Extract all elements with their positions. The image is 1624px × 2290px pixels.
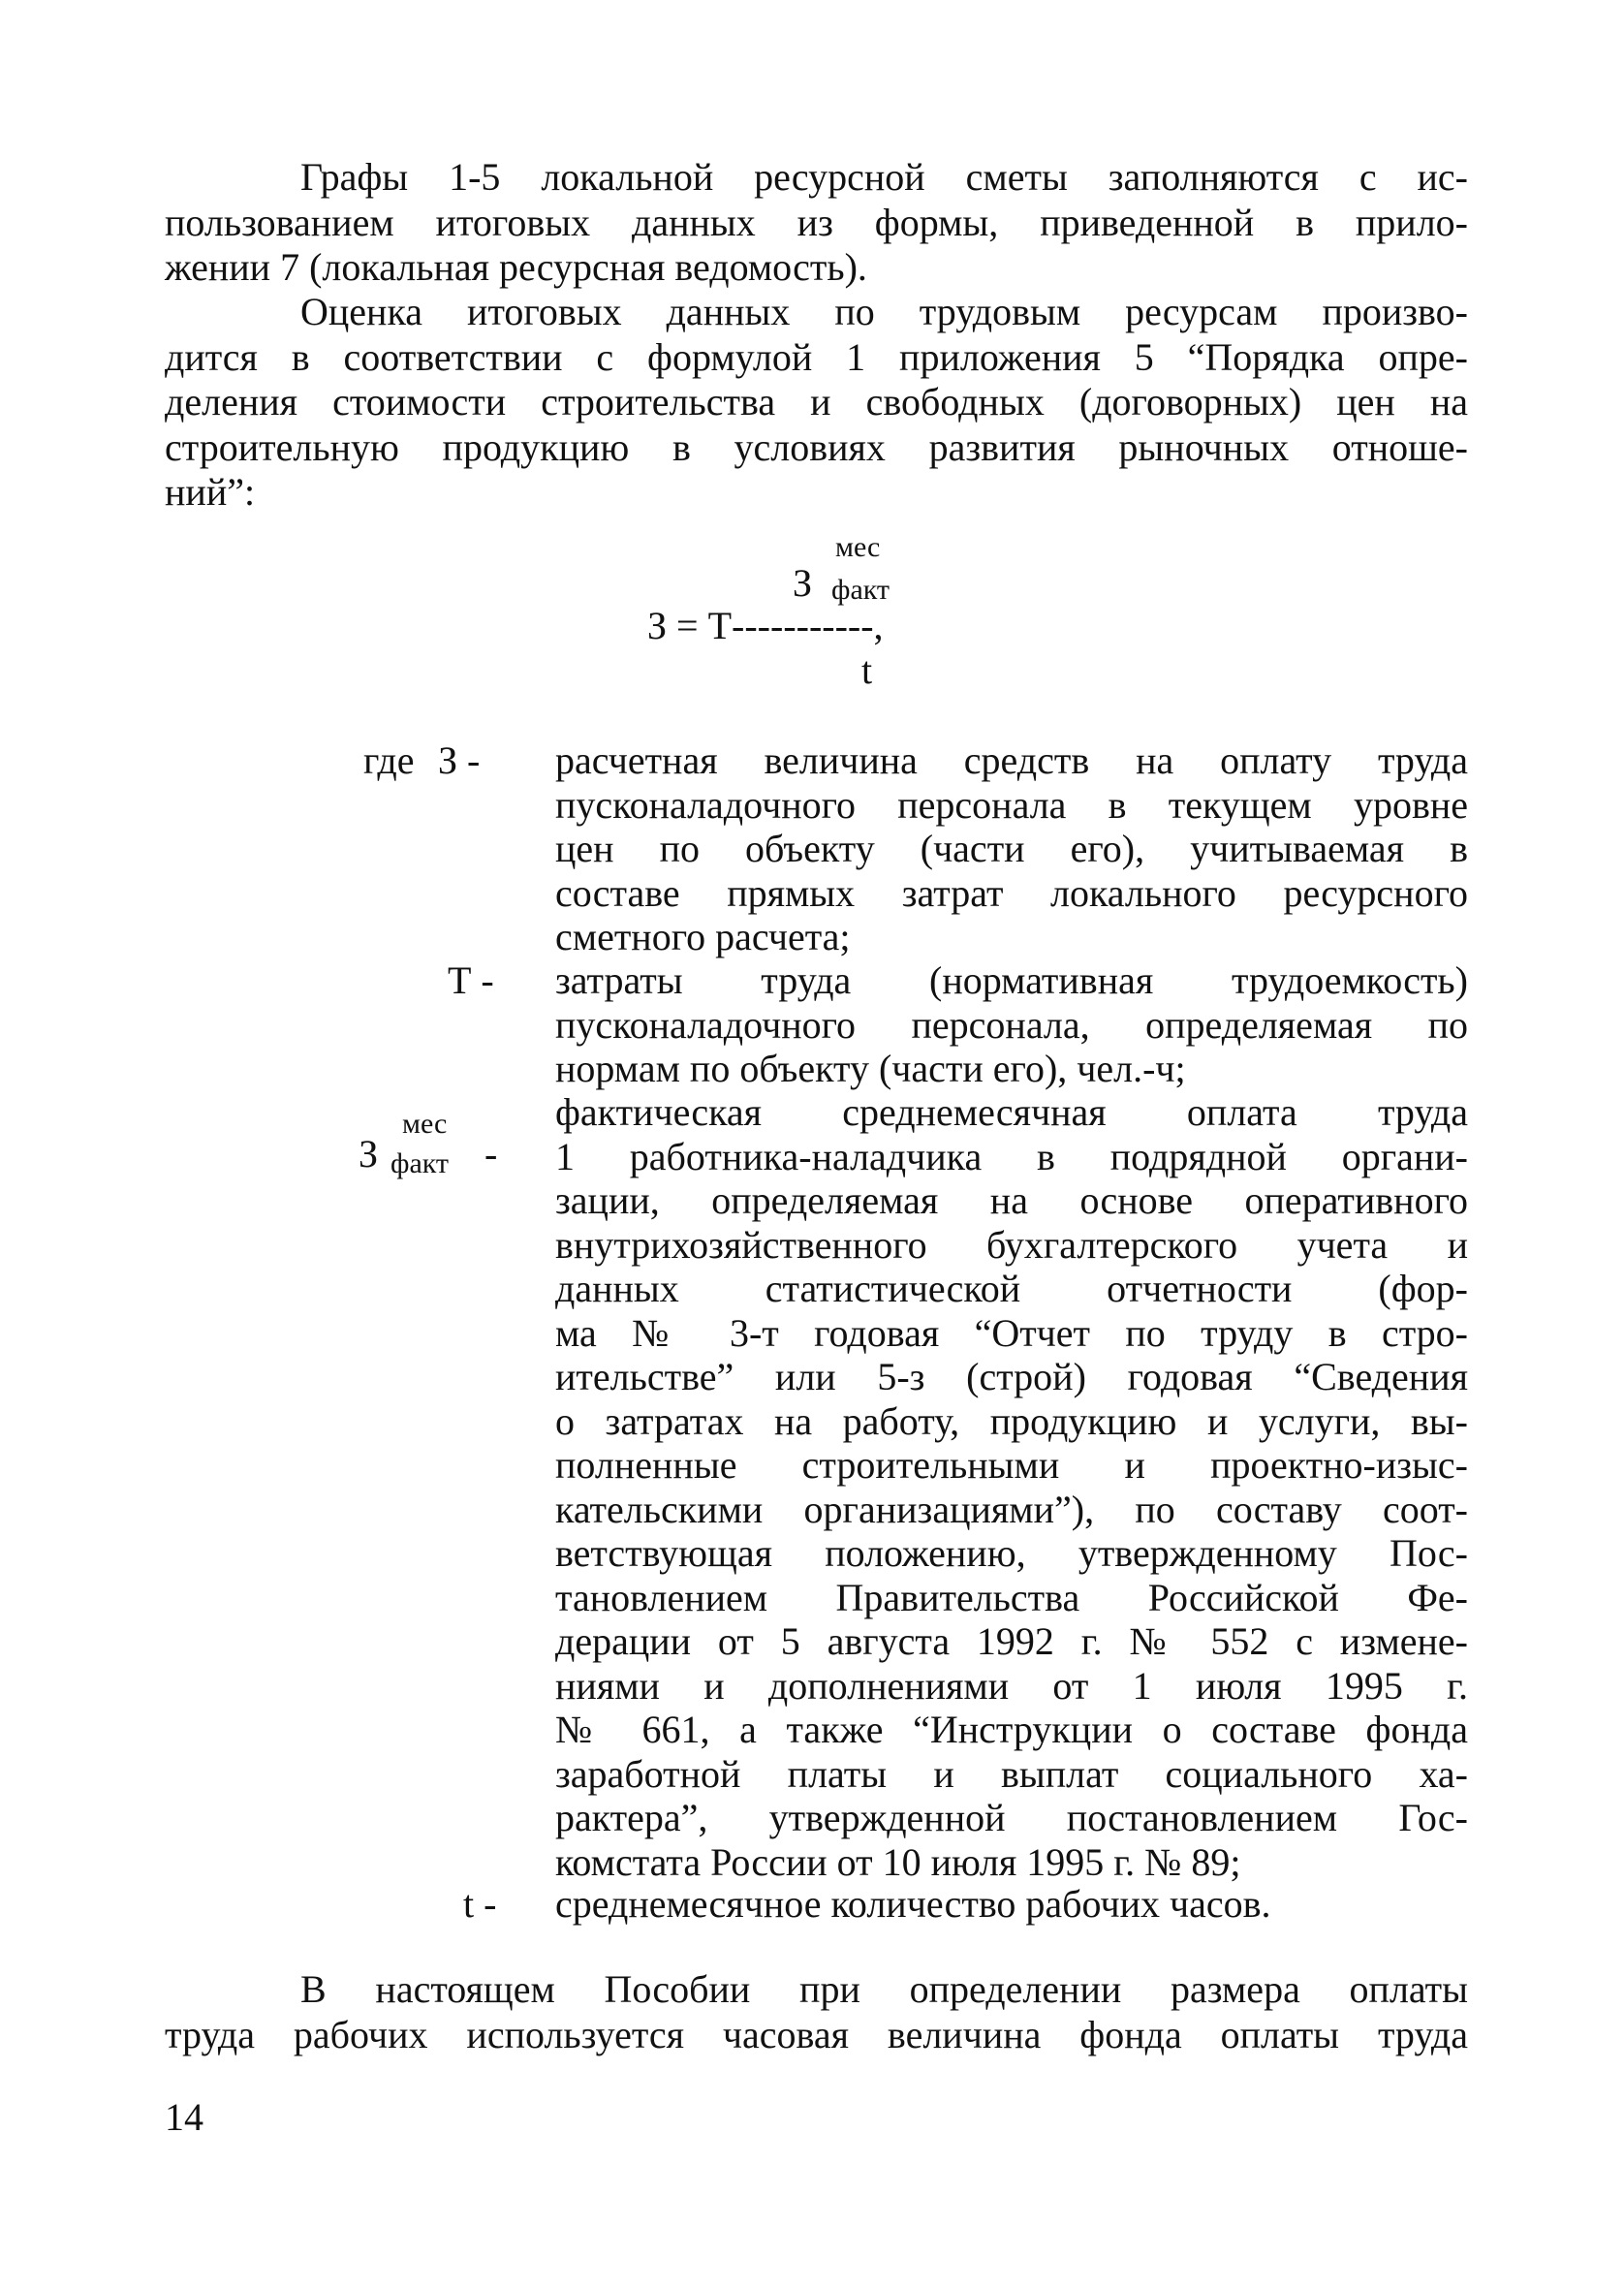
definition-term: З - <box>438 738 481 782</box>
text-line: пользованием итоговых данных из формы, приведенной в прило- <box>165 200 1468 244</box>
text-line: деления стоимости строительства и свободных (договорных) цен на <box>165 380 1468 423</box>
definition-body <box>555 1882 1468 1927</box>
definition-body <box>555 958 1468 1091</box>
formula-numerator-symbol: З <box>793 561 813 605</box>
text-line: ветствующая положению, утвержденному Пос- <box>555 1531 1468 1575</box>
definition-prefix: где <box>363 738 415 782</box>
definition-term: Т - <box>448 958 494 1002</box>
definition-term-subscript: факт <box>390 1147 450 1179</box>
text-line: дится в соответствии с формулой 1 приложения 5 “Порядка опре- <box>165 334 1468 379</box>
text-line: рактера”, утвержденной постановлением Гос- <box>555 1796 1468 1839</box>
formula-main-line: З = Т-----------, <box>647 604 884 647</box>
text-line: среднемесячное количество рабочих часов. <box>555 1882 1271 1926</box>
page-number: 14 <box>165 2095 203 2139</box>
text-line: расчетная величина средств на оплату труда <box>555 738 1468 782</box>
text-line: цен по объекту (части его), учитываемая в <box>555 827 1468 870</box>
text-line: внутрихозяйственного бухгалтерского учета и <box>555 1222 1468 1267</box>
paragraph-2 <box>165 290 1468 516</box>
paragraph-1 <box>165 155 1468 291</box>
text-line: тановлением Правительства Российской Фе- <box>555 1575 1468 1619</box>
definition-term-dash: - <box>484 1132 498 1176</box>
definition-term-symbol: З <box>359 1132 379 1176</box>
text-line: пусконаладочного персонала, определяемая по <box>555 1002 1468 1047</box>
text-line: жении 7 (локальная ресурсная ведомость). <box>165 245 867 289</box>
formula-denominator: t <box>861 648 873 692</box>
text-line: сметного расчета; <box>555 915 851 958</box>
text-line: составе прямых затрат локального ресурсного <box>555 870 1468 915</box>
paragraph-3 <box>165 1967 1468 2057</box>
definition-body <box>555 1090 1468 1884</box>
formula-superscript: мес <box>835 531 881 563</box>
text-line: заработной платы и выплат социального ха- <box>555 1751 1468 1796</box>
text-line: 1 работника-наладчика в подрядной органи- <box>555 1134 1468 1178</box>
text-line: данных статистической отчетности (фор- <box>555 1267 1468 1310</box>
text-line: нормам по объекту (части его), чел.-ч; <box>555 1047 1186 1090</box>
definition-body <box>555 738 1468 959</box>
formula <box>0 523 1624 698</box>
text-line: зации, определяемая на основе оперативного <box>555 1178 1468 1222</box>
text-line: пусконаладочного персонала в текущем уровне <box>555 782 1468 827</box>
text-line: ма № 3-т годовая “Отчет по труду в стро- <box>555 1310 1468 1355</box>
text-line: полненные строительными и проектно-изыс- <box>555 1443 1468 1487</box>
text-line: Оценка итоговых данных по трудовым ресурсам произво- <box>300 290 1468 333</box>
text-line: дерации от 5 августа 1992 г. № 552 с измене- <box>555 1619 1468 1663</box>
text-line: комстата России от 10 июля 1995 г. № 89; <box>555 1839 1241 1884</box>
text-line: Графы 1-5 локальной ресурсной сметы заполняются с ис- <box>300 155 1468 199</box>
text-line: фактическая среднемесячная оплата труда <box>555 1090 1468 1134</box>
text-line: В настоящем Пособии при определении размера оплаты <box>300 1967 1468 2011</box>
text-line: труда рабочих используется часовая величина фонда оплаты труда <box>165 2012 1468 2056</box>
text-line: затраты труда (нормативная трудоемкость) <box>555 958 1468 1002</box>
formula-subscript: факт <box>831 574 890 606</box>
text-line: ниями и дополнениями от 1 июля 1995 г. <box>555 1663 1468 1708</box>
text-line: о затратах на работу, продукцию и услуги, вы- <box>555 1398 1468 1443</box>
definition-term: t - <box>463 1882 497 1926</box>
text-line: ний”: <box>165 470 256 514</box>
text-line: строительную продукцию в условиях развития рыночных отноше- <box>165 424 1468 469</box>
definition-term-superscript: мес <box>402 1108 448 1140</box>
text-line: кательскими организациями”), по составу соот- <box>555 1487 1468 1531</box>
text-line: ительстве” или 5-з (строй) годовая “Сведения <box>555 1355 1468 1398</box>
text-line: № 661, а также “Инструкции о составе фонда <box>555 1708 1468 1751</box>
